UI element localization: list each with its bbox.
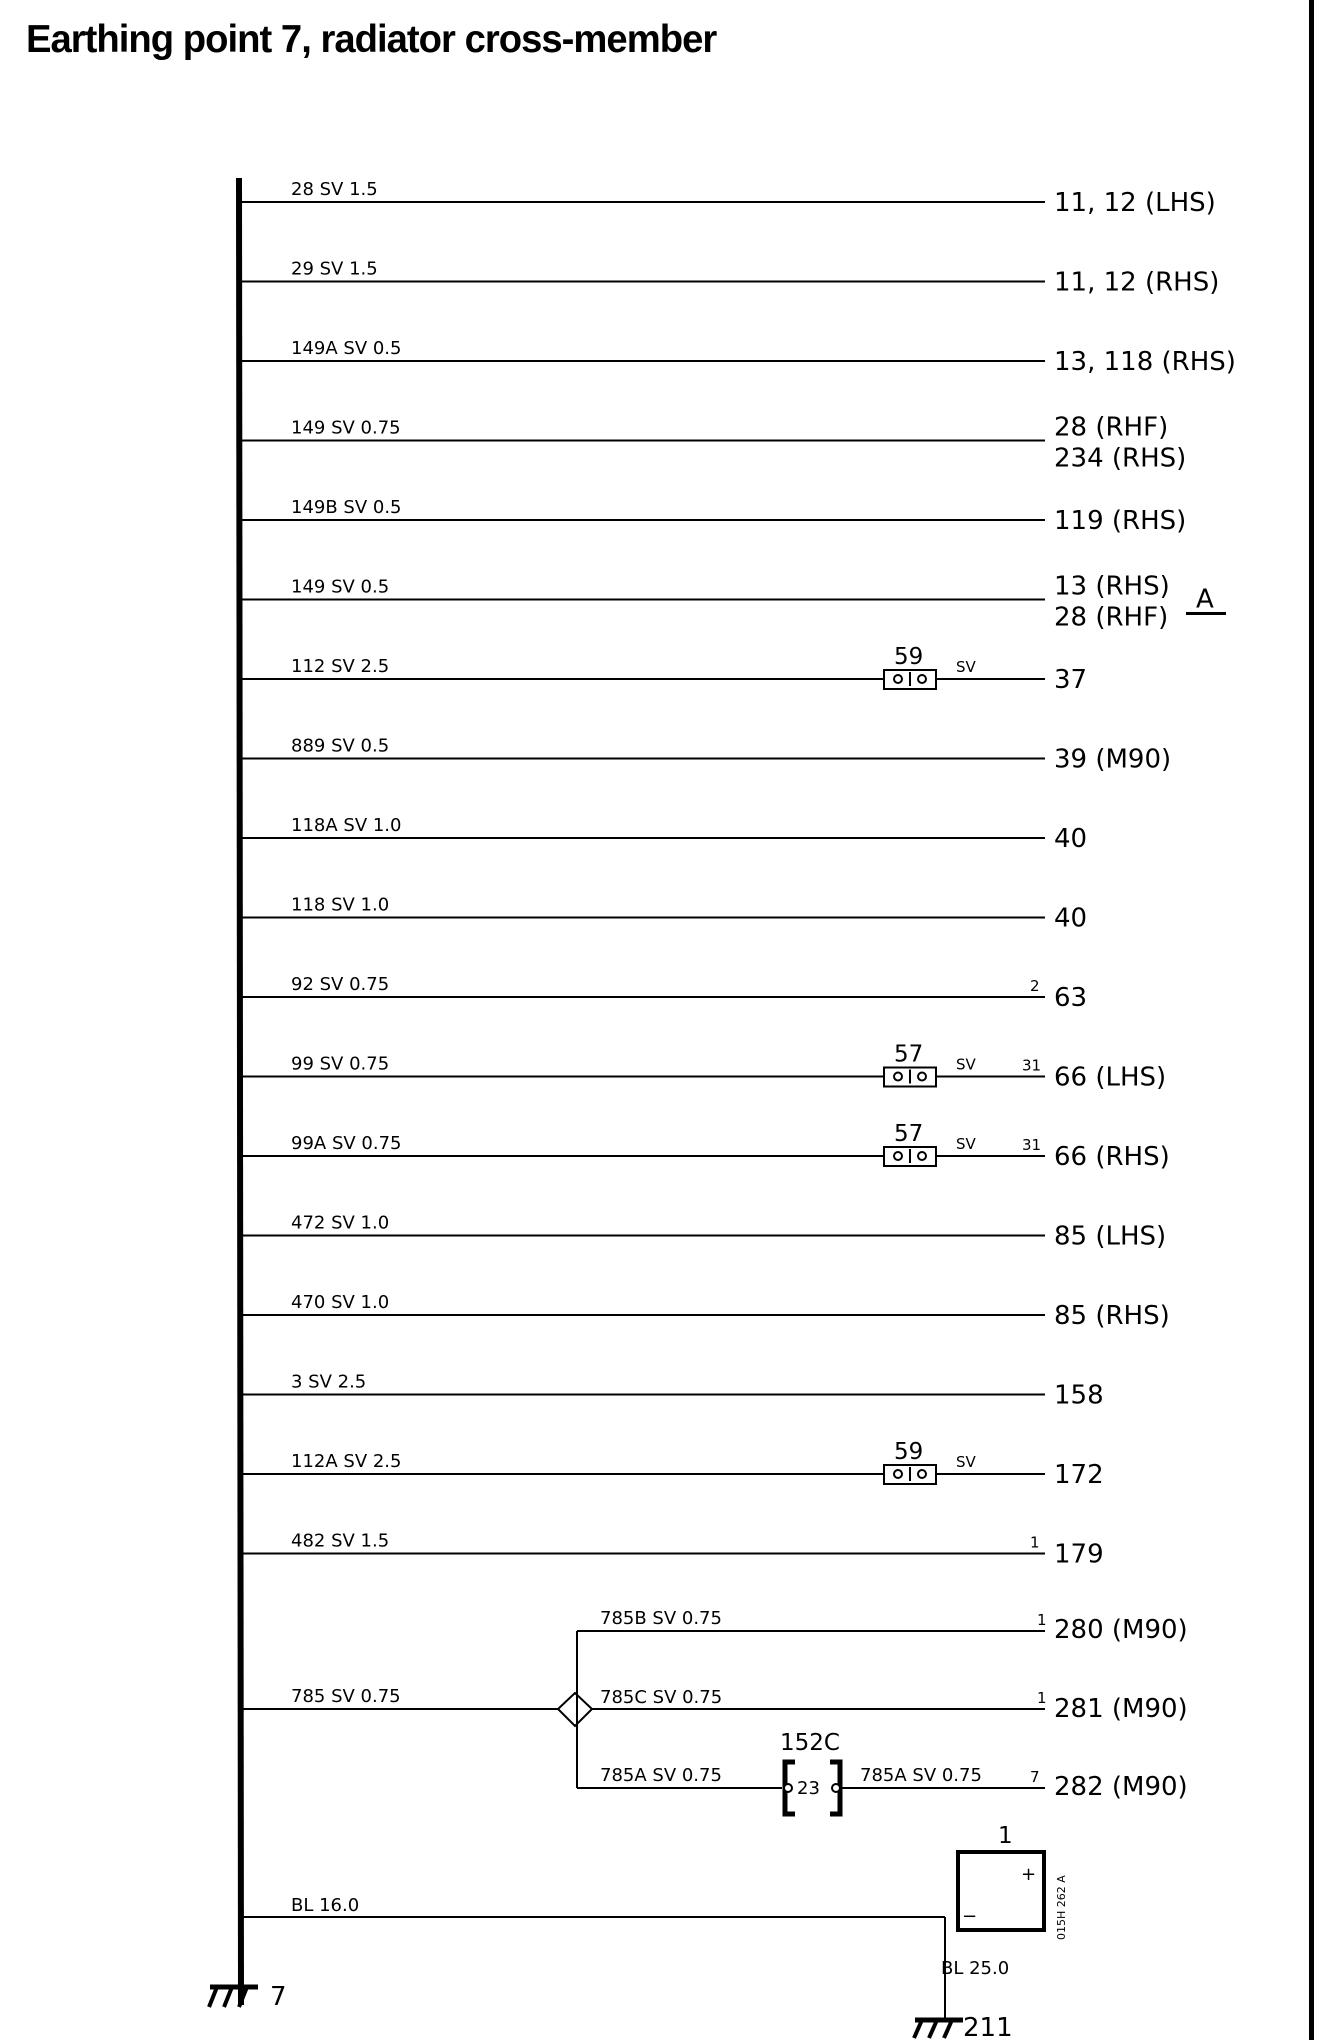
- wire-colour-label: SV: [956, 1453, 976, 1471]
- connector-pin-circle: [918, 1152, 926, 1160]
- destination-label: 66 (LHS): [1054, 1062, 1167, 1093]
- wire-label: 3 SV 2.5: [291, 1371, 367, 1393]
- earth-bus-bar: [239, 178, 241, 2005]
- connector-pin-circle: [894, 1073, 902, 1081]
- destination-label: 28 (RHF): [1054, 412, 1169, 443]
- earth-point-label: 7: [270, 1982, 287, 2012]
- connector-pin-circle: [918, 675, 926, 683]
- battery-label: 1: [998, 1823, 1013, 1849]
- pin-number: 1: [1030, 1533, 1040, 1552]
- connector-number: 59: [894, 644, 924, 670]
- wire-colour-label: SV: [956, 1135, 976, 1153]
- wire-label: 482 SV 1.5: [291, 1530, 390, 1552]
- wire-label: 92 SV 0.75: [291, 974, 390, 995]
- note-marker: A: [1196, 584, 1214, 615]
- branch-a-pin: 7: [1030, 1768, 1040, 1786]
- wire-label: 118A SV 1.0: [291, 815, 402, 836]
- wire-label: 149B SV 0.5: [291, 497, 402, 518]
- branch-b-dest: 280 (M90): [1054, 1615, 1188, 1645]
- destination-label: 13 (RHS): [1054, 571, 1170, 602]
- battery-ground-wire-label: BL 25.0: [941, 1958, 1010, 1979]
- destination-label: 40: [1054, 824, 1088, 854]
- wire-colour-label: SV: [956, 658, 976, 676]
- destination-label: 11, 12 (LHS): [1054, 188, 1216, 218]
- branch-b-pin: 1: [1037, 1611, 1047, 1629]
- pin-number: 31: [1022, 1056, 1042, 1075]
- connector-pin-circle: [918, 1073, 926, 1081]
- battery-code: 015H 262 A: [1055, 1875, 1068, 1940]
- pin-number: 2: [1030, 977, 1040, 995]
- destination-label: 119 (RHS): [1054, 506, 1187, 536]
- battery-plus-terminal: +: [1021, 1864, 1037, 1885]
- destination-label: 85 (LHS): [1054, 1221, 1167, 1252]
- destination-label: 37: [1054, 665, 1088, 695]
- wire-label: 99 SV 0.75: [291, 1053, 390, 1075]
- wire-colour-label: SV: [956, 1055, 976, 1074]
- battery-feed-label: BL 16.0: [291, 1895, 360, 1916]
- branch-b-label: 785B SV 0.75: [600, 1608, 722, 1629]
- branch-c-label: 785C SV 0.75: [600, 1687, 723, 1708]
- wire-label: 889 SV 0.5: [291, 735, 390, 757]
- connector-pin-circle: [894, 675, 902, 683]
- connector-152c-label: 152C: [780, 1730, 840, 1756]
- destination-label-2: 234 (RHS): [1054, 443, 1187, 474]
- wire-label: 472 SV 1.0: [291, 1212, 390, 1234]
- splice-feed-label: 785 SV 0.75: [291, 1686, 401, 1707]
- branch-a-label: 785A SV 0.75: [600, 1765, 722, 1786]
- connector-pin-circle: [894, 1470, 902, 1478]
- splice-node: [558, 1693, 592, 1726]
- page-title: Earthing point 7, radiator cross-member: [26, 18, 717, 61]
- connector-number: 59: [894, 1439, 924, 1465]
- destination-label: 11, 12 (RHS): [1054, 267, 1220, 298]
- connector-152c-pins: 23: [797, 1778, 820, 1799]
- branch-c-pin: 1: [1037, 1689, 1047, 1707]
- ground-symbol-battery: [914, 2020, 963, 2038]
- wire-label: 112 SV 2.5: [291, 656, 390, 677]
- destination-label: 13, 118 (RHS): [1054, 347, 1236, 377]
- destination-label: 40: [1054, 903, 1088, 934]
- branch-a-dest: 282 (M90): [1054, 1772, 1188, 1802]
- connector-pin-circle: [894, 1152, 902, 1160]
- branch-c-dest: 281 (M90): [1054, 1694, 1188, 1724]
- destination-label: 39 (M90): [1054, 744, 1172, 775]
- wire-label: 28 SV 1.5: [291, 179, 378, 200]
- wire-label: 118 SV 1.0: [291, 894, 390, 916]
- destination-label: 63: [1054, 983, 1088, 1013]
- destination-label: 172: [1054, 1460, 1104, 1490]
- wire-label: 149 SV 0.5: [291, 576, 390, 598]
- destination-label: 66 (RHS): [1054, 1142, 1170, 1172]
- destination-label: 85 (RHS): [1054, 1301, 1170, 1331]
- battery-group: [242, 1823, 1068, 2040]
- battery-minus-terminal: −: [962, 1906, 978, 1927]
- wire-label: 112A SV 2.5: [291, 1451, 402, 1472]
- wire-label: 149A SV 0.5: [291, 338, 402, 359]
- splice-group: [242, 1608, 1188, 1814]
- wire-label: 470 SV 1.0: [291, 1292, 390, 1313]
- branch-a-label-out: 785A SV 0.75: [860, 1765, 982, 1786]
- ground-symbol-earth-point: [209, 1987, 258, 2007]
- destination-label: 179: [1054, 1539, 1104, 1570]
- wire-label: 99A SV 0.75: [291, 1133, 402, 1154]
- connector-number: 57: [894, 1041, 924, 1068]
- wire-label: 149 SV 0.75: [291, 417, 401, 439]
- connector-number: 57: [894, 1121, 924, 1147]
- destination-label-2: 28 (RHF): [1054, 602, 1169, 633]
- pin-number: 31: [1022, 1136, 1042, 1154]
- circuit-list: [242, 179, 1236, 1570]
- wire-label: 29 SV 1.5: [291, 258, 378, 280]
- connector-pin-circle: [918, 1470, 926, 1478]
- destination-label: 158: [1054, 1380, 1104, 1411]
- battery-ground-label: 211: [963, 2013, 1013, 2040]
